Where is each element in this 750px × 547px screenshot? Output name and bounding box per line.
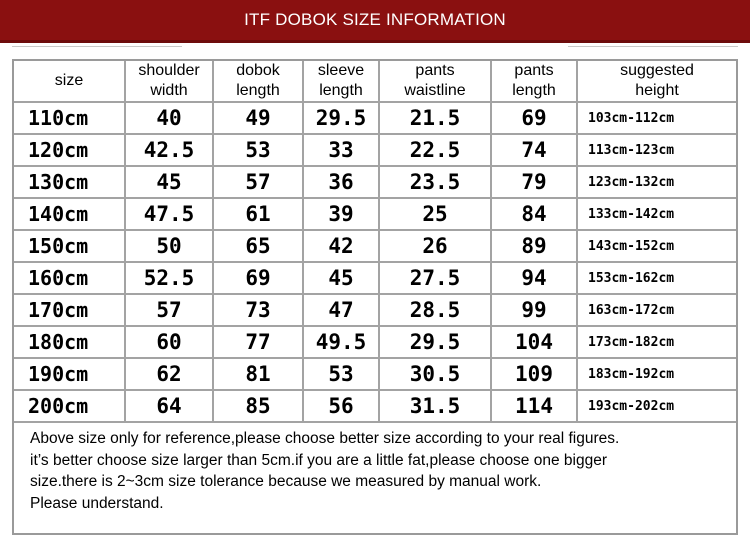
cell-suggested-height: 163cm-172cm — [578, 295, 736, 327]
cell-sleeve-length: 33 — [304, 135, 380, 167]
header-pants-waistline: pants waistline — [380, 61, 492, 103]
cell-sleeve-length: 49.5 — [304, 327, 380, 359]
cell-sleeve-length: 47 — [304, 295, 380, 327]
cell-size: 180cm — [14, 327, 126, 359]
title-banner-shadow — [0, 40, 750, 43]
header-shoulder-width: shoulder width — [126, 61, 214, 103]
note-line: size.there is 2~3cm size tolerance because we measured by manual work. — [30, 473, 542, 490]
cell-pants-length: 79 — [492, 167, 578, 199]
header-sleeve-length: sleeve length — [304, 61, 380, 103]
cell-pants-waistline: 26 — [380, 231, 492, 263]
cell-suggested-height: 103cm-112cm — [578, 103, 736, 135]
cell-dobok-length: 81 — [214, 359, 304, 391]
cell-shoulder-width: 50 — [126, 231, 214, 263]
cell-sleeve-length: 39 — [304, 199, 380, 231]
table-row — [14, 103, 736, 135]
cell-pants-waistline: 28.5 — [380, 295, 492, 327]
cell-shoulder-width: 40 — [126, 103, 214, 135]
cell-suggested-height: 153cm-162cm — [578, 263, 736, 295]
cell-dobok-length: 73 — [214, 295, 304, 327]
cell-dobok-length: 53 — [214, 135, 304, 167]
cell-sleeve-length: 56 — [304, 391, 380, 423]
cell-pants-length: 84 — [492, 199, 578, 231]
cell-size: 190cm — [14, 359, 126, 391]
cell-suggested-height: 183cm-192cm — [578, 359, 736, 391]
size-table — [14, 61, 736, 423]
cell-pants-length: 104 — [492, 327, 578, 359]
cell-suggested-height: 143cm-152cm — [578, 231, 736, 263]
cell-size: 110cm — [14, 103, 126, 135]
cell-sleeve-length: 36 — [304, 167, 380, 199]
table-header-row — [14, 61, 736, 103]
cell-pants-waistline: 29.5 — [380, 327, 492, 359]
cell-dobok-length: 85 — [214, 391, 304, 423]
cell-shoulder-width: 62 — [126, 359, 214, 391]
table-row — [14, 327, 736, 359]
cell-shoulder-width: 57 — [126, 295, 214, 327]
cell-pants-waistline: 25 — [380, 199, 492, 231]
cell-pants-waistline: 31.5 — [380, 391, 492, 423]
size-note — [30, 428, 730, 514]
cell-pants-length: 94 — [492, 263, 578, 295]
cell-size: 130cm — [14, 167, 126, 199]
cell-size: 140cm — [14, 199, 126, 231]
header-pants-length: pants length — [492, 61, 578, 103]
cell-suggested-height: 173cm-182cm — [578, 327, 736, 359]
cell-shoulder-width: 45 — [126, 167, 214, 199]
cell-size: 160cm — [14, 263, 126, 295]
cell-shoulder-width: 47.5 — [126, 199, 214, 231]
page-title: ITF DOBOK SIZE INFORMATION — [244, 10, 506, 29]
divider-left — [12, 46, 182, 47]
table-row — [14, 391, 736, 423]
cell-dobok-length: 65 — [214, 231, 304, 263]
cell-suggested-height: 123cm-132cm — [578, 167, 736, 199]
cell-pants-waistline: 21.5 — [380, 103, 492, 135]
cell-size: 200cm — [14, 391, 126, 423]
cell-pants-length: 74 — [492, 135, 578, 167]
cell-size: 120cm — [14, 135, 126, 167]
cell-sleeve-length: 42 — [304, 231, 380, 263]
cell-shoulder-width: 42.5 — [126, 135, 214, 167]
header-size: size — [14, 61, 126, 103]
cell-suggested-height: 113cm-123cm — [578, 135, 736, 167]
table-row — [14, 199, 736, 231]
cell-size: 150cm — [14, 231, 126, 263]
table-row — [14, 359, 736, 391]
cell-dobok-length: 69 — [214, 263, 304, 295]
cell-pants-waistline: 23.5 — [380, 167, 492, 199]
cell-pants-waistline: 27.5 — [380, 263, 492, 295]
cell-sleeve-length: 29.5 — [304, 103, 380, 135]
header-suggested-height: suggested height — [578, 61, 736, 103]
cell-pants-length: 109 — [492, 359, 578, 391]
cell-pants-length: 69 — [492, 103, 578, 135]
cell-shoulder-width: 64 — [126, 391, 214, 423]
table-row — [14, 263, 736, 295]
cell-pants-length: 89 — [492, 231, 578, 263]
table-row — [14, 295, 736, 327]
table-row — [14, 167, 736, 199]
cell-pants-waistline: 22.5 — [380, 135, 492, 167]
cell-pants-length: 99 — [492, 295, 578, 327]
divider-right — [568, 46, 738, 47]
table-row — [14, 231, 736, 263]
cell-pants-waistline: 30.5 — [380, 359, 492, 391]
note-line: Please understand. — [30, 494, 164, 512]
cell-dobok-length: 57 — [214, 167, 304, 199]
cell-shoulder-width: 52.5 — [126, 263, 214, 295]
note-line: it’s better choose size larger than 5cm.if you are a little fat,please choose one bigger — [30, 451, 607, 469]
cell-shoulder-width: 60 — [126, 327, 214, 359]
cell-pants-length: 114 — [492, 391, 578, 423]
cell-suggested-height: 193cm-202cm — [578, 391, 736, 423]
cell-sleeve-length: 53 — [304, 359, 380, 391]
cell-size: 170cm — [14, 295, 126, 327]
cell-dobok-length: 77 — [214, 327, 304, 359]
cell-suggested-height: 133cm-142cm — [578, 199, 736, 231]
note-line: Above size only for reference,please choose better size according to your real figures. — [30, 430, 620, 447]
header-dobok-length: dobok length — [214, 61, 304, 103]
cell-sleeve-length: 45 — [304, 263, 380, 295]
table-row — [14, 135, 736, 167]
cell-dobok-length: 49 — [214, 103, 304, 135]
cell-dobok-length: 61 — [214, 199, 304, 231]
